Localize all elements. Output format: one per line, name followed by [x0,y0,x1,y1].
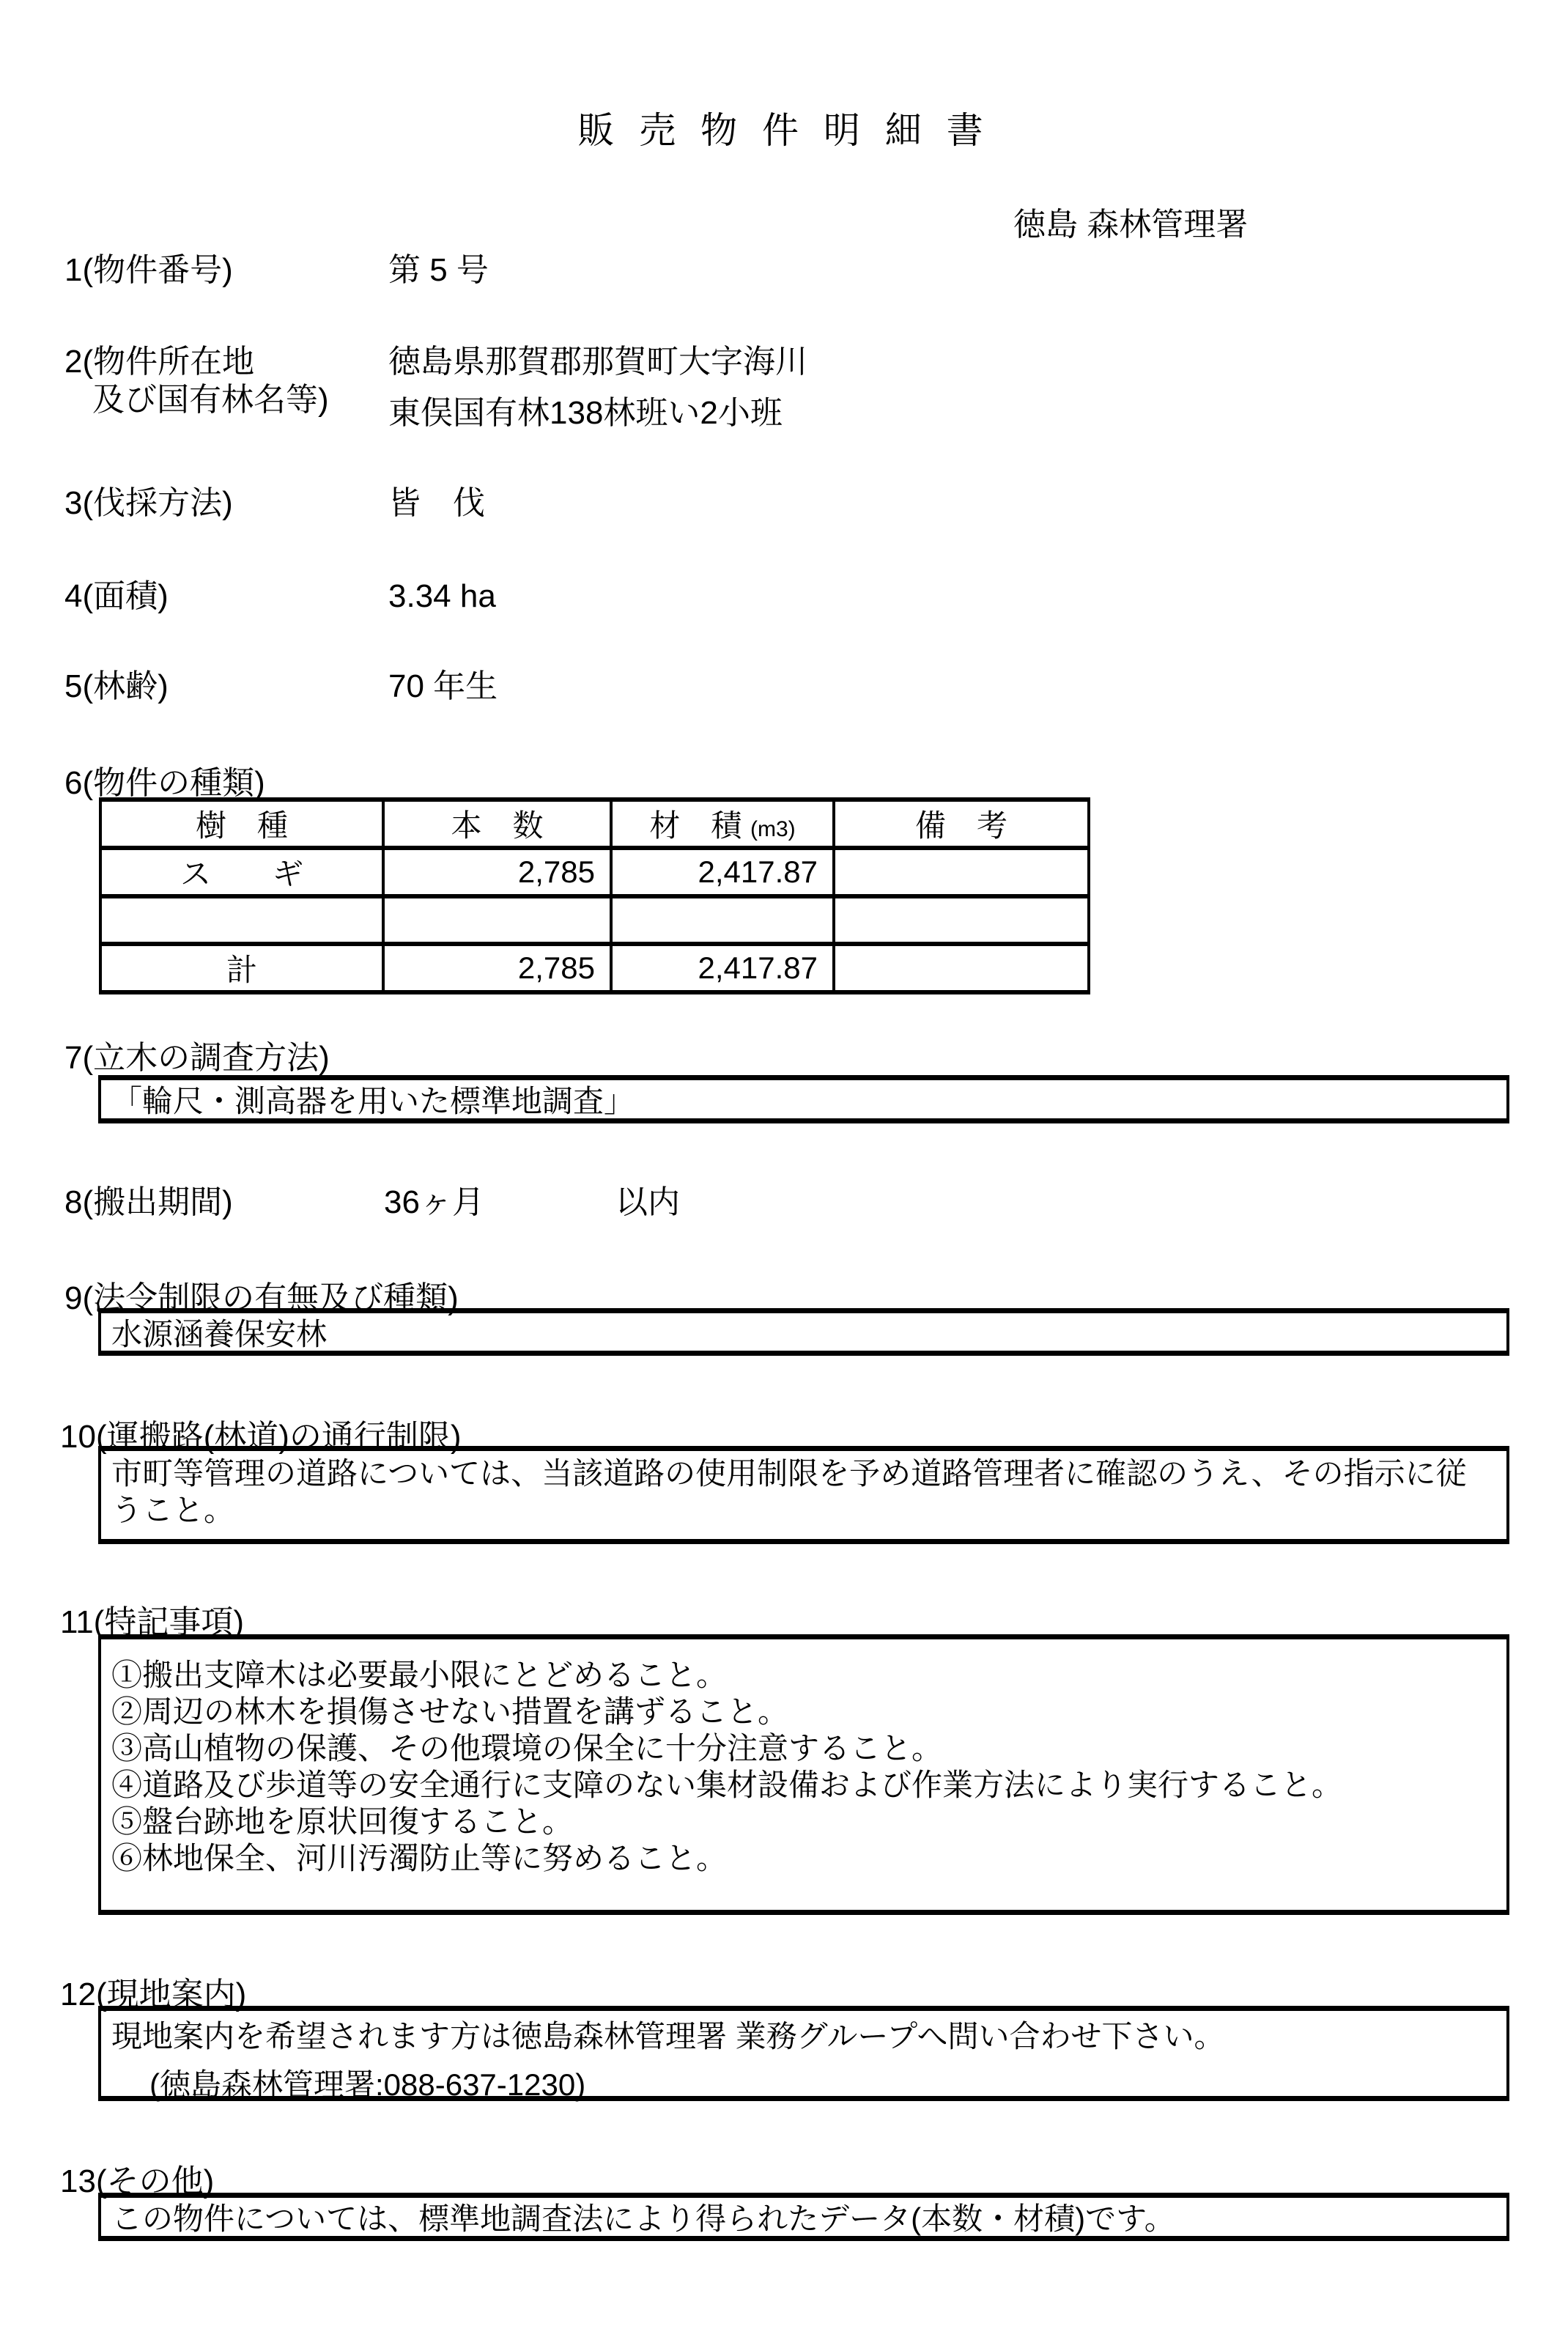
species-table [99,797,1090,994]
item11-note: ①搬出支障木は必要最小限にとどめること。 [111,1658,728,1692]
cell-volume-total: 2,417.87 [611,944,834,992]
item8-value-within: 以内 [615,1184,680,1220]
header-remarks: 備 考 [834,800,1089,848]
cell-species: ス ギ [100,848,383,896]
item13-box-text: この物件については、標準地調査法により得られたデータ(本数・材積)です。 [111,2201,1175,2236]
item10-box-text: 市町等管理の道路については、当該道路の使用制限を予め道路管理者に確認のうえ、その指示に従うこと。 [111,1456,1467,1527]
agency-name: 徳島 森林管理署 [1013,207,1249,243]
header-volume-unit: (m3) [750,817,796,841]
item11-note: ③高山植物の保護、その他環境の保全に十分注意すること。 [111,1731,943,1765]
item9-box-text: 水源涵養保安林 [111,1317,328,1351]
cell-remarks [834,896,1089,944]
header-volume: 材 積 (m3) [611,800,834,848]
item6-label: 6(物件の種類) [64,765,265,801]
item7-label: 7(立木の調査方法) [64,1040,330,1076]
item11-label: 11(特記事項) [60,1604,244,1640]
page-title: 販 売 物 件 明 細 書 [577,110,991,151]
item3-label: 3(伐採方法) [64,485,233,521]
cell-count-total: 2,785 [383,944,611,992]
cell-remarks-total [834,944,1089,992]
item7-box [98,1075,1509,1123]
item7-box-text: 「輪尺・測高器を用いた標準地調査」 [111,1084,635,1118]
item10-box [98,1446,1509,1544]
header-count: 本 数 [383,800,611,848]
item4-label: 4(面積) [64,578,169,614]
item9-label: 9(法令制限の有無及び種類) [64,1280,459,1316]
item12-box-line1: 現地案内を希望されます方は徳島森林管理署 業務グループへ問い合わせ下さい。 [111,2019,1225,2053]
item11-note: ②周辺の林木を損傷させない措置を講ずること。 [111,1694,789,1729]
item11-note: ④道路及び歩道等の安全通行に支障のない集材設備および作業方法により実行すること。 [111,1768,1343,1802]
header-species: 樹 種 [100,800,383,848]
cell-volume [611,896,834,944]
item13-label: 13(その他) [60,2163,215,2199]
item12-box [98,2006,1509,2101]
cell-count: 2,785 [383,848,611,896]
cell-remarks [834,848,1089,896]
item3-value: 皆 伐 [388,485,485,521]
table-header-row [100,800,1089,848]
item11-note: ⑥林地保全、河川汚濁防止等に努めること。 [111,1841,728,1875]
item2-label-line1: 2(物件所在地 [64,344,255,380]
item8-value-duration: 36ヶ月 [384,1184,484,1220]
item12-label: 12(現地案内) [60,1977,247,2012]
item4-value: 3.34 ha [388,578,496,614]
item11-note: ⑤盤台跡地を原状回復すること。 [111,1804,574,1839]
item5-value: 70 年生 [388,668,498,704]
item13-box [98,2193,1509,2241]
item10-label: 10(運搬路(林道)の通行制限) [60,1419,462,1455]
item8-label: 8(搬出期間) [64,1184,233,1220]
cell-species-total: 計 [100,944,383,992]
item1-label: 1(物件番号) [64,252,233,288]
item2-label-line2: 及び国有林名等) [92,382,329,418]
table-row [100,896,1089,944]
item1-value: 第 5 号 [388,252,489,288]
item11-box [98,1634,1509,1915]
table-total-row [100,944,1089,992]
item9-box [98,1308,1509,1356]
item12-box-line2: (徳島森林管理署:088-637-1230) [149,2067,586,2102]
cell-volume: 2,417.87 [611,848,834,896]
item5-label: 5(林齢) [64,668,169,704]
table-row [100,848,1089,896]
cell-count [383,896,611,944]
cell-species [100,896,383,944]
item2-value-line2: 東俣国有林138林班い2小班 [388,395,783,431]
item2-value-line1: 徳島県那賀郡那賀町大字海川 [388,344,807,380]
